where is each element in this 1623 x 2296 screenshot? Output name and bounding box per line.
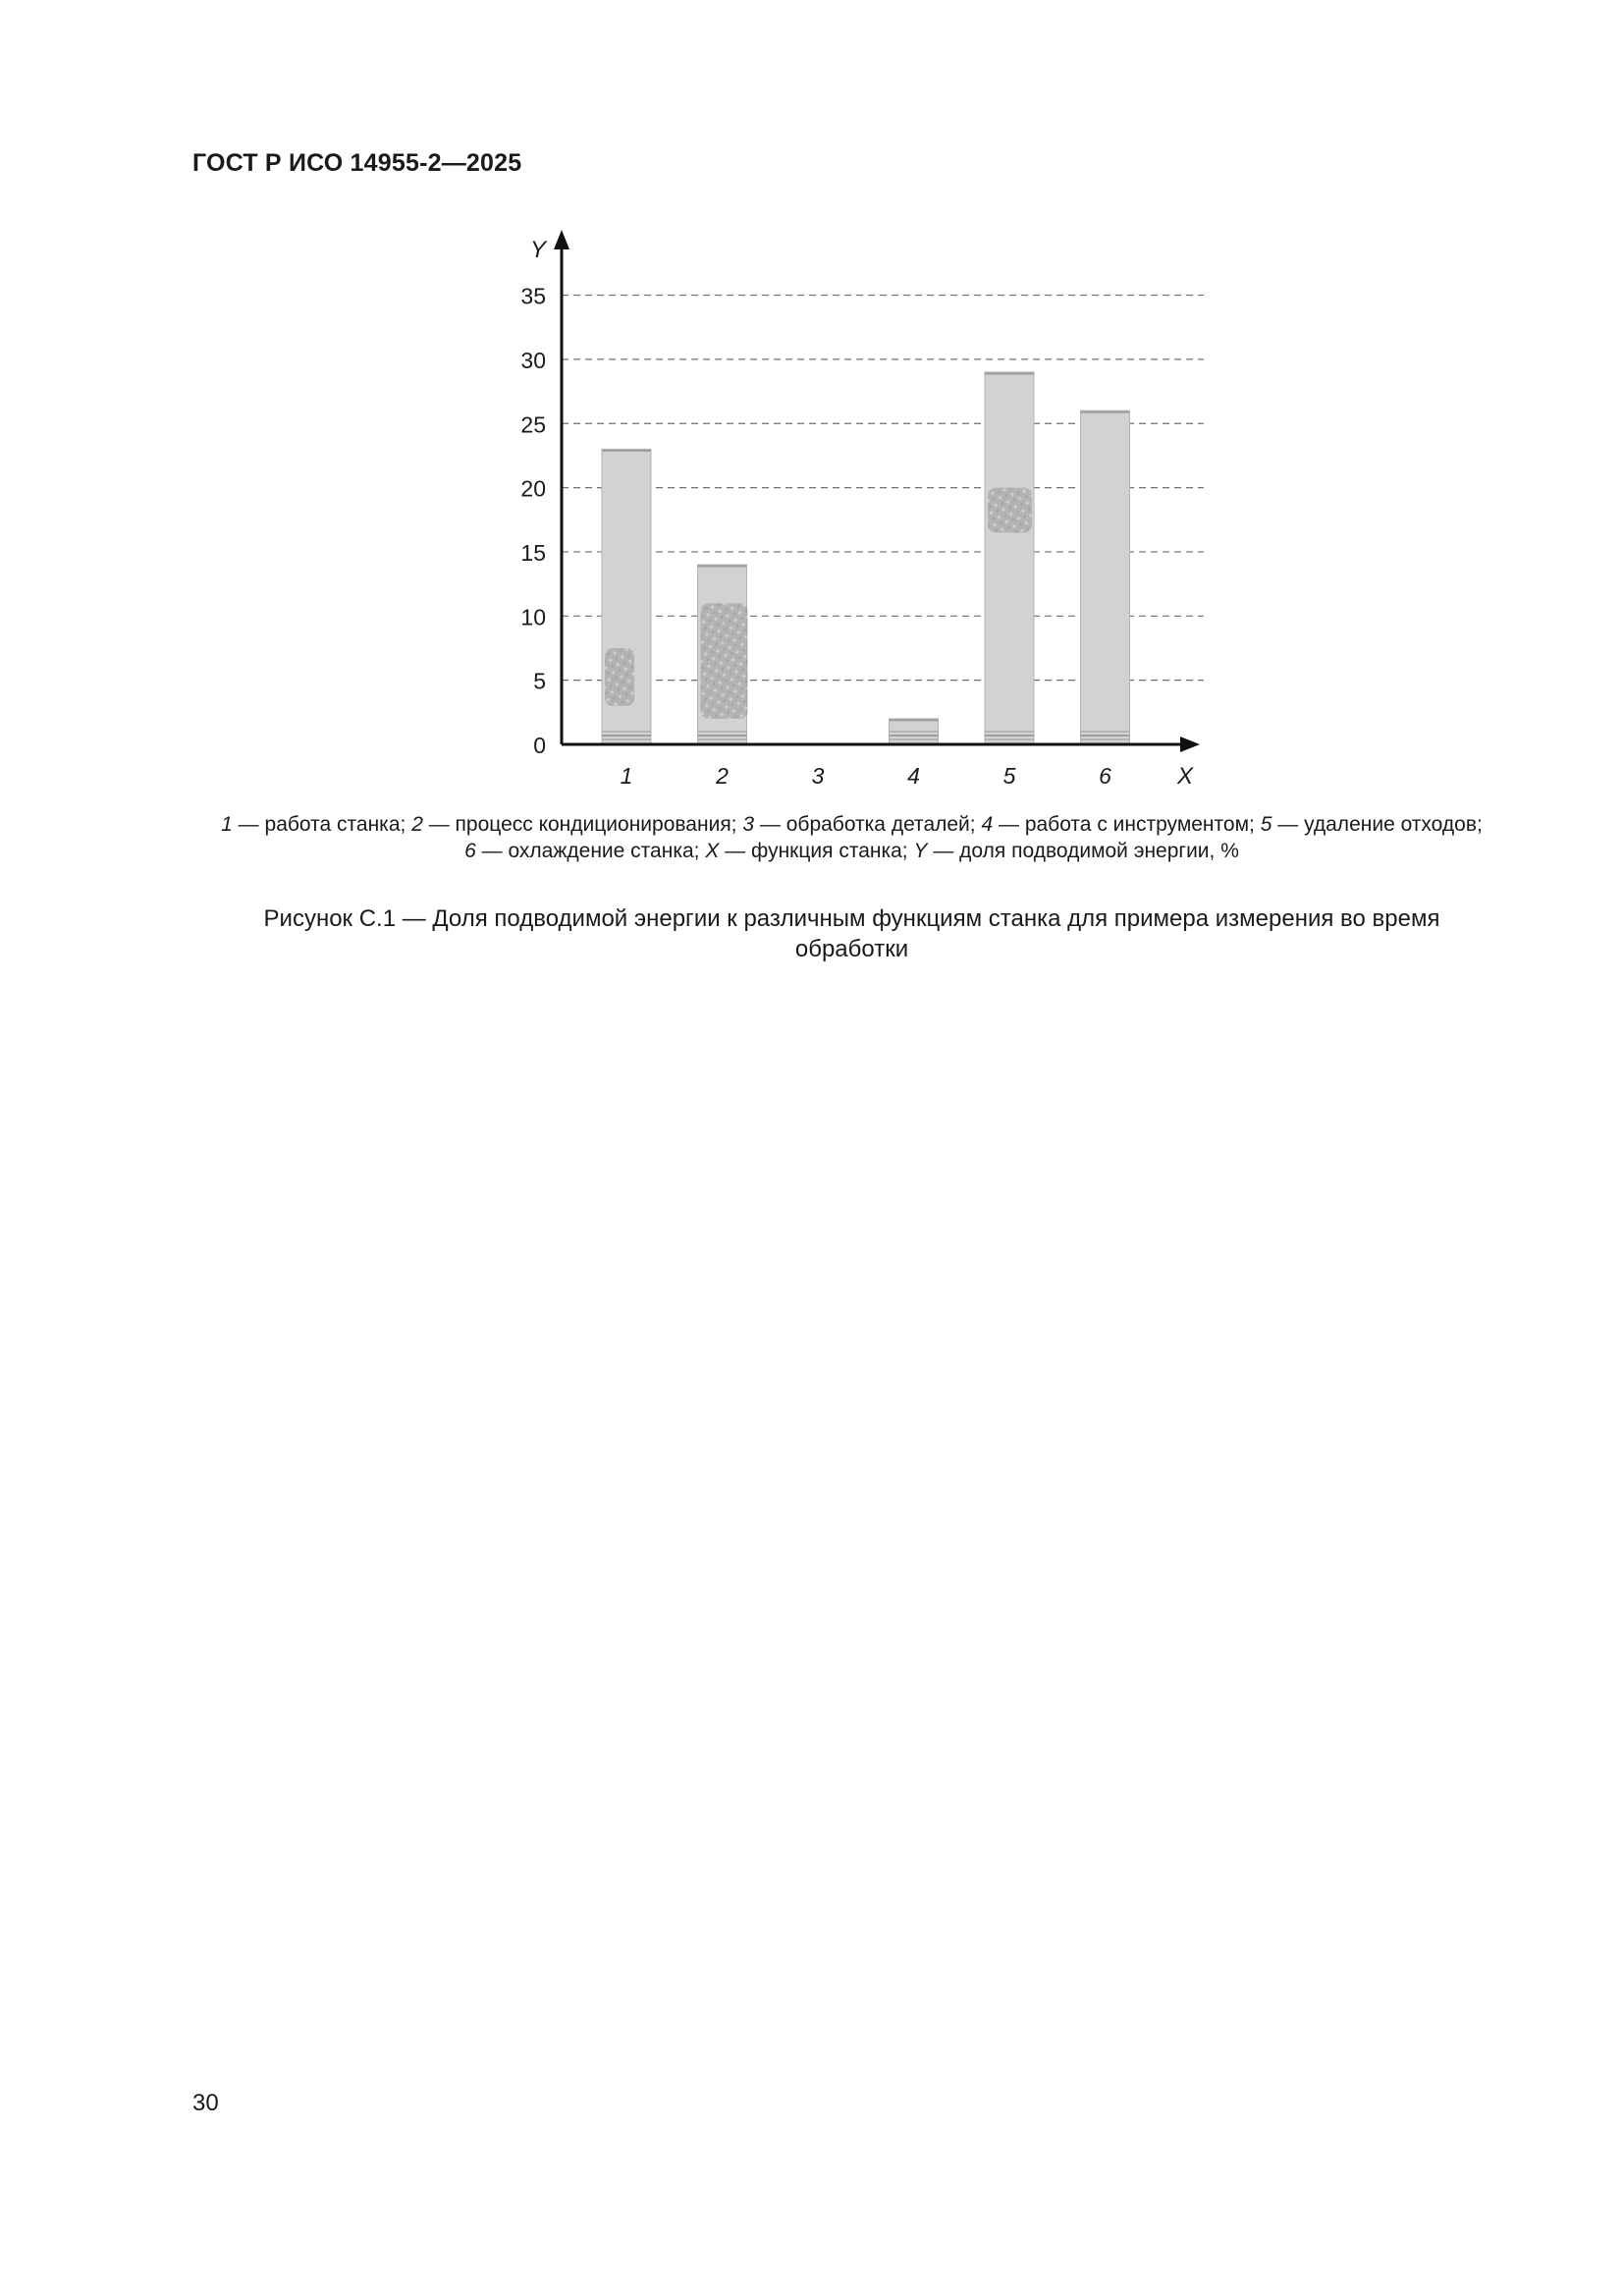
bars (602, 372, 1130, 744)
y-axis-label: Y (529, 237, 547, 263)
x-tick-label-4: 4 (907, 763, 920, 789)
page-number: 30 (192, 2090, 219, 2116)
y-tick-label-15: 15 (520, 539, 546, 566)
legend-key: 2 (411, 813, 423, 836)
legend-key: 5 (1260, 813, 1272, 836)
legend-item (464, 840, 699, 862)
legend-key: 3 (742, 813, 755, 836)
legend-key: 6 (464, 840, 476, 862)
legend-key: 4 (981, 813, 994, 836)
x-tick-label-3: 3 (811, 763, 825, 789)
x-tick-label-6: 6 (1099, 763, 1111, 789)
legend-item (705, 840, 907, 862)
legend-key: 1 (221, 813, 233, 836)
legend-text: — доля подводимой энергии, % (927, 840, 1239, 862)
y-tick-label-20: 20 (520, 475, 546, 502)
bar-5-texture (988, 488, 1032, 533)
legend-text: — процесс кондиционирования; (422, 813, 737, 836)
legend-text: — удаление отходов; (1271, 813, 1483, 836)
legend-item (221, 813, 406, 836)
bar-5 (985, 372, 1034, 744)
x-tick-label-5: 5 (1002, 763, 1016, 789)
y-tick-label-35: 35 (520, 283, 546, 309)
chart-legend (192, 811, 1511, 864)
document-header: ГОСТ Р ИСО 14955-2—2025 (192, 149, 522, 177)
bar-1-texture (605, 648, 634, 706)
legend-item (411, 813, 736, 836)
legend-item (981, 813, 1254, 836)
bar-2-texture (701, 603, 748, 719)
y-tick-label-10: 10 (520, 604, 546, 630)
legend-text: — охлаждение станка; (475, 840, 700, 862)
legend-text: — работа станка; (232, 813, 406, 836)
figure-caption: Рисунок С.1 — Доля подводимой энергии к различным функциям станка для примера измерения во время обработки (263, 905, 1440, 962)
y-tick-label-30: 30 (520, 347, 546, 373)
y-tick-label-0: 0 (533, 733, 546, 758)
bar-6 (1081, 410, 1130, 744)
legend-key: Y (913, 840, 928, 862)
legend-item (1261, 813, 1483, 836)
legend-key: X (705, 840, 720, 862)
y-tick-label-5: 5 (533, 668, 546, 694)
y-axis-arrow (554, 230, 569, 249)
x-tick-label-2: 2 (716, 763, 729, 789)
legend-item (742, 813, 975, 836)
legend-text: — функция станка; (719, 840, 908, 862)
x-tick-label-1: 1 (620, 763, 633, 789)
y-tick-label-25: 25 (520, 411, 546, 438)
legend-item (913, 840, 1238, 862)
bar-chart (0, 0, 1623, 805)
legend-text: — обработка деталей; (754, 813, 976, 836)
x-axis-arrow (1180, 737, 1200, 752)
legend-text: — работа с инструментом; (993, 813, 1255, 836)
x-axis-label: X (1176, 763, 1194, 790)
